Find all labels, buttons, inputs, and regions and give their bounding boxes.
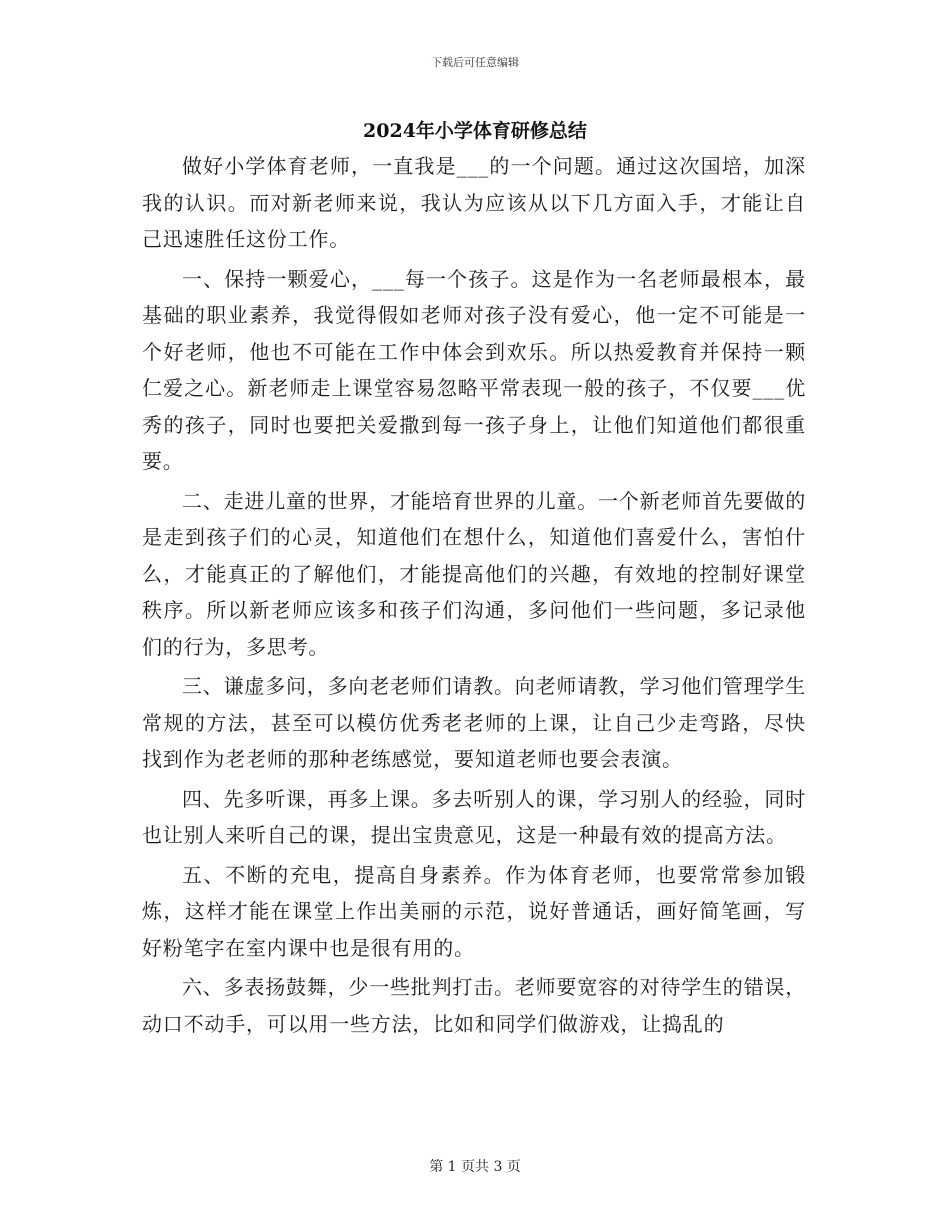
- paragraph-intro: 做好小学体育老师，一直我是___的一个问题。通过这次国培，加深我的认识。而对新老师来说，我认为应该从以下几方面入手，才能让自己迅速胜任这份工作。: [142, 154, 806, 251]
- paragraph-point-2: 二、走进儿童的世界，才能培育世界的儿童。一个新老师首先要做的是走到孩子们的心灵，知道他们在想什么，知道他们喜爱什么，害怕什么，才能真正的了解他们，才能提高他们的兴趣，有效地的控制好课堂秩序。所以新老师应该多和孩子们沟通，多问他们一些问题，多记录他们的行为，多思考。: [142, 488, 806, 659]
- paragraph-point-1: 一、保持一颗爱心，___每一个孩子。这是作为一名老师最根本，最基础的职业素养，我觉得假如老师对孩子没有爱心，他一定不可能是一个好老师，他也不可能在工作中体会到欢乐。所以热爱教育并保持一颗仁爱之心。新老师走上课堂容易忽略平常表现一般的孩子，不仅要___优秀的孩子，同时也要把关爱撒到每一孩子身上，让他们知道他们都很重要。: [142, 266, 806, 473]
- document-body: [142, 148, 806, 1045]
- paragraph-point-4: 四、先多听课，再多上课。多去听别人的课，学习别人的经验，同时也让别人来听自己的课，提出宝贵意见，这是一种最有效的提高方法。: [142, 786, 806, 847]
- page-number-footer: 第 1 页共 3 页: [429, 1159, 521, 1175]
- document-title: 2024年小学体育研修总结: [363, 120, 587, 142]
- paragraph-point-5: 五、不断的充电，提高自身素养。作为体育老师，也要常常参加锻炼，这样才能在课堂上作出美丽的示范，说好普通话，画好简笔画，写好粉笔字在室内课中也是很有用的。: [142, 862, 806, 960]
- header-note: 下载后可任意编辑: [431, 56, 519, 69]
- paragraph-point-6: 六、多表扬鼓舞，少一些批判打击。老师要宽容的对待学生的错误，动口不动手，可以用一些方法，比如和同学们做游戏，让捣乱的: [142, 975, 806, 1036]
- paragraph-point-3: 三、谦虚多问，多向老老师们请教。向老师请教，学习他们管理学生常规的方法，甚至可以模仿优秀老老师的上课，让自己少走弯路，尽快找到作为老老师的那种老练感觉，要知道老师也要会表演。: [142, 674, 806, 771]
